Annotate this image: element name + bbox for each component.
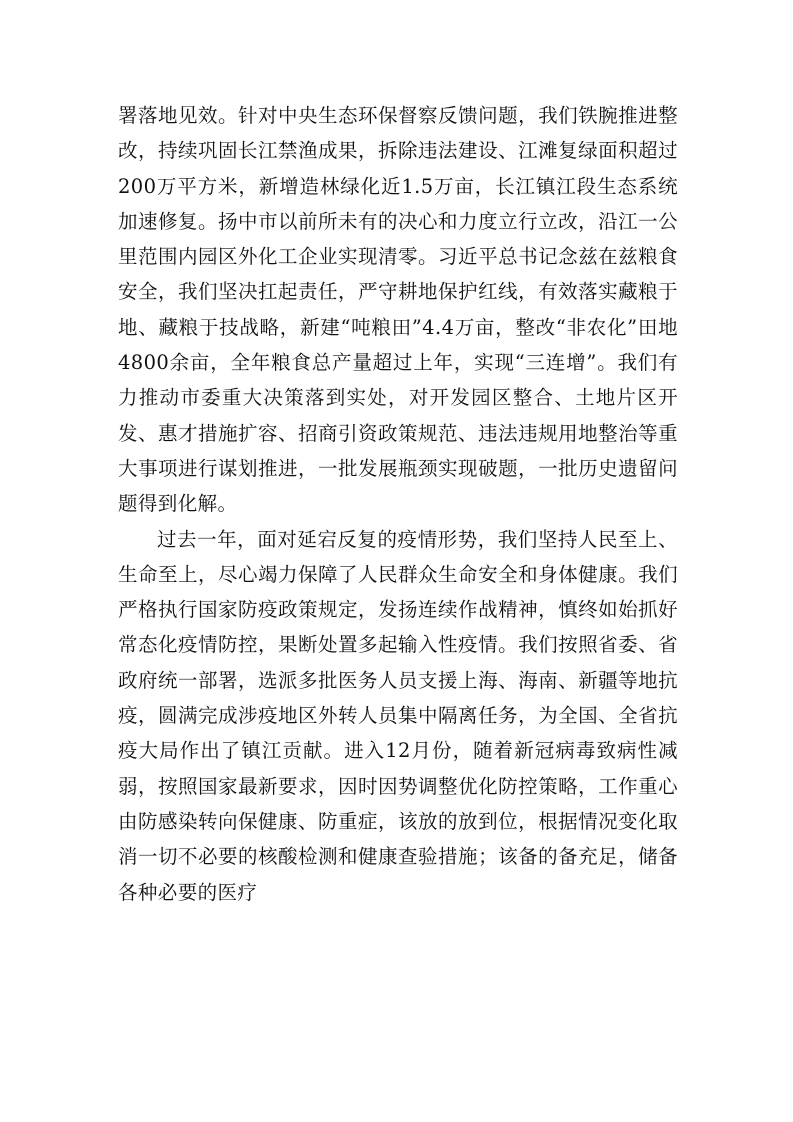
paragraph-epidemic-response: 过去一年，面对延宕反复的疫情形势，我们坚持人民至上、生命至上，尽心竭力保障了人民群众生命安全和身体健康。我们严格执行国家防疫政策规定，发扬连续作战精神，慎终如始抓好常态化疫情防控，果断处置多起输入性疫情。我们按照省委、省政府统一部署，选派多批医务人员支援上海、海南、新疆等地抗疫，圆满完成涉疫地区外转人员集中隔离任务，为全国、全省抗疫大局作出了镇江贡献。进入12月份，随着新冠病毒致病性减弱，按照国家最新要求，因时因势调整优化防控策略，工作重心由防感染转向保健康、防重症，该放的放到位，根据情况变化取消一切不必要的核酸检测和健康查验措施；该备的备充足，储备各种必要的医疗: [118, 527, 678, 904]
paragraph-ecology-and-grain: 署落地见效。针对中央生态环保督察反馈问题，我们铁腕推进整改，持续巩固长江禁渔成果，拆除违法建设、江滩复绿面积超过200万平方米，新增造林绿化近1.5万亩，长江镇江段生态系统加速修复。扬中市以前所未有的决心和力度立行立改，沿江一公里范围内园区外化工企业实现清零。习近平总书记念兹在兹粮食安全，我们坚决扛起责任，严守耕地保护红线，有效落实藏粮于地、藏粮于技战略，新建“吨粮田”4.4万亩，整改“非农化”田地4800余亩，全年粮食总产量超过上年，实现“三连增”。我们有力推动市委重大决策落到实处，对开发园区整合、土地片区开发、惠才措施扩容、招商引资政策规范、违法违规用地整治等重大事项进行谋划推进，一批发展瓶颈实现破题，一批历史遗留问题得到化解。: [118, 104, 678, 516]
document-body: [118, 98, 678, 910]
